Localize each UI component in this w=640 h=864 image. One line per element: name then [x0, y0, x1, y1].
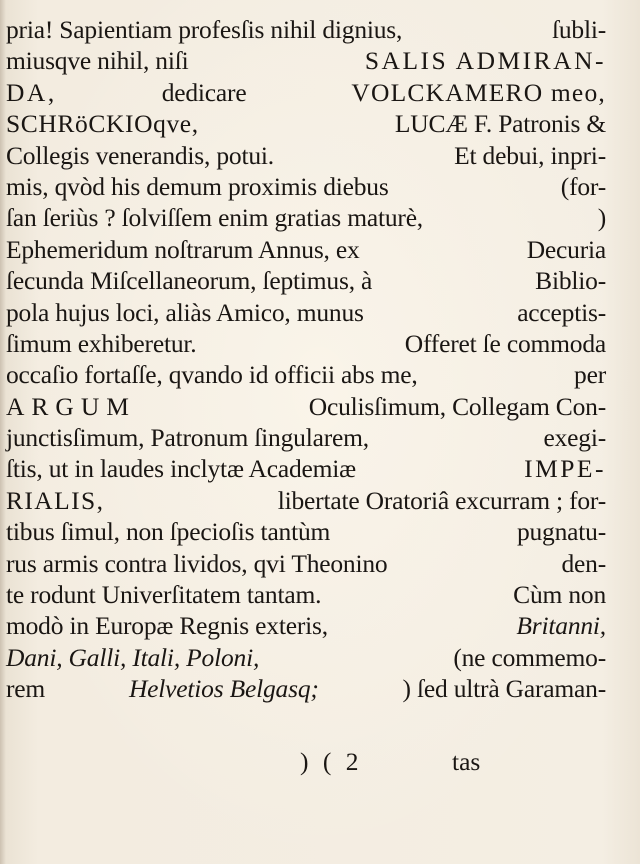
line-19-right: Cùm non — [513, 580, 606, 610]
line-7-left: ſan ſeriùs ? ſolviſſem enim gratias maturè, — [6, 203, 423, 233]
line-5-right: Et debui, inpri- — [454, 140, 606, 170]
line-6-left: mis, qvòd his demum proximis diebus — [6, 171, 389, 201]
line-9-left: ſecunda Miſcellaneorum, ſeptimus, à — [6, 266, 373, 296]
page-footer — [0, 742, 640, 782]
signature-mark: ) ( 2 — [300, 747, 363, 776]
text-line-15 — [6, 453, 606, 484]
line-8-right: Decuria — [526, 234, 606, 264]
text-line-4 — [6, 108, 606, 139]
text-line-8 — [6, 234, 606, 265]
text-line-12 — [6, 359, 606, 390]
text-line-10 — [6, 297, 606, 328]
line-3-right: VOLCKAMERO meo, — [351, 77, 606, 107]
line-6-right: (for- — [560, 171, 606, 201]
text-line-2 — [6, 45, 606, 76]
text-line-11 — [6, 328, 606, 359]
line-22-mid: Helvetios Belgasq; — [128, 674, 319, 704]
line-1-left: pria! Sapientiam profesſis nihil dignius, — [6, 15, 403, 44]
line-22-right: ) ſed ultrà Garaman- — [402, 674, 606, 704]
line-13-right: Oculisſimum, Collegam Con- — [308, 391, 606, 421]
text-line-9 — [6, 265, 606, 296]
text-line-6 — [6, 171, 606, 202]
line-14-right: exegi- — [543, 423, 606, 453]
text-line-18 — [6, 548, 606, 579]
text-line-14 — [6, 422, 606, 453]
line-16-right: libertate Oratoriâ excurram ; for- — [277, 485, 606, 515]
text-line-19 — [6, 579, 606, 610]
line-20-left: modò in Europæ Regnis exteris, — [6, 611, 328, 641]
line-4-left: SCHRöCKIOqve, — [6, 109, 199, 139]
line-7-right: ) — [597, 203, 606, 233]
line-17-left: tibus ſimul, non ſpecioſis tantùm — [6, 517, 331, 547]
line-5-left: Collegis venerandis, potui. — [6, 140, 274, 170]
text-line-13 — [6, 391, 606, 422]
line-17-right: pugnatu- — [516, 517, 606, 547]
line-15-right: IMPE- — [524, 454, 606, 484]
line-10-left: pola hujus loci, aliàs Amico, munus — [6, 297, 364, 327]
line-11-left: ſimum exhiberetur. — [6, 328, 197, 358]
line-1-right: ſubli- — [551, 15, 606, 44]
text-line-22 — [6, 673, 606, 704]
text-line-20 — [6, 610, 606, 641]
line-8-left: Ephemeridum noſtrarum Annus, ex — [6, 234, 360, 264]
line-20-right: Britanni, — [516, 611, 606, 641]
line-10-right: acceptis- — [517, 297, 606, 327]
line-9-right: Biblio- — [535, 266, 606, 296]
line-21-right: (ne commemo- — [453, 642, 606, 672]
line-12-right: per — [574, 360, 606, 390]
line-14-left: junctisſimum, Patronum ſingularem, — [6, 423, 369, 453]
body-text — [0, 14, 606, 705]
line-2-right: SALIS ADMIRAN- — [364, 46, 606, 76]
text-line-7 — [6, 202, 606, 233]
line-3-mid: dedicare — [161, 77, 247, 107]
line-18-right: den- — [561, 548, 606, 578]
line-13-left: ARGUM — [6, 391, 136, 421]
text-line-21 — [6, 642, 606, 673]
text-line-5 — [6, 140, 606, 171]
line-3-left: DA, — [6, 77, 57, 107]
line-21-left: Dani, Galli, Itali, Poloni, — [6, 642, 260, 672]
text-line-16 — [6, 485, 606, 516]
line-2-left: miusqve nihil, niſi — [6, 46, 189, 76]
catchword: tas — [452, 747, 481, 776]
text-line-1 — [6, 14, 606, 45]
line-16-left: RIALIS, — [6, 485, 105, 515]
line-11-right: Offeret ſe commoda — [404, 328, 606, 358]
line-19-left: te rodunt Univerſitatem tantam. — [6, 580, 322, 610]
text-line-17 — [6, 516, 606, 547]
text-line-3 — [6, 77, 606, 108]
line-18-left: rus armis contra lividos, qvi Theonino — [6, 548, 388, 578]
line-15-left: ſtis, ut in laudes inclytæ Academiæ — [6, 454, 356, 484]
line-4-right: LUCÆ F. Patronis & — [394, 109, 606, 139]
line-22-left: rem — [6, 674, 46, 704]
line-12-left: occaſio fortaſſe, qvando id officii abs me, — [6, 360, 418, 390]
